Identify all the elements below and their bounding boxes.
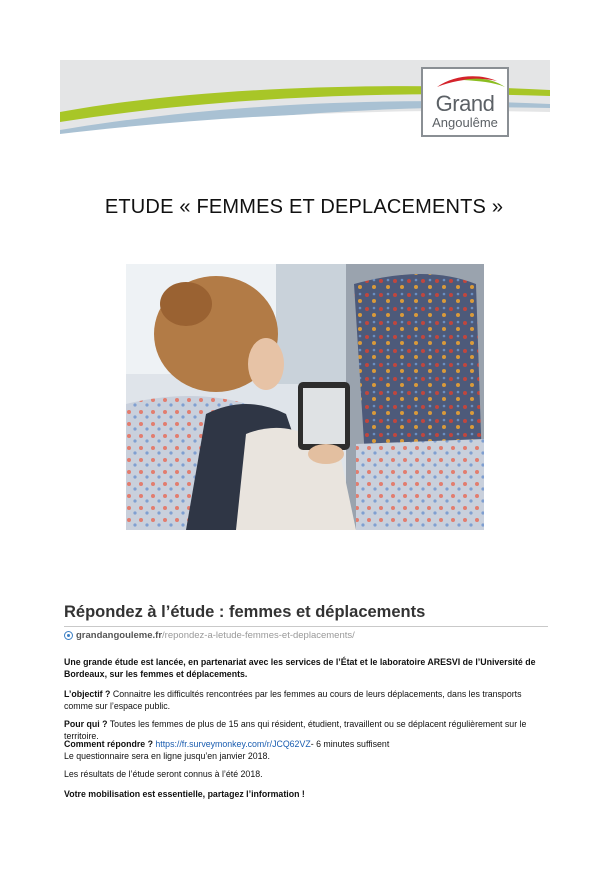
logo-swoosh-icon [423,71,511,93]
woman-tablet-bus-photo [126,264,484,530]
closing-paragraph [64,788,548,800]
how-label: Comment répondre ? [64,739,153,749]
article-heading: Répondez à l’étude : femmes et déplacements [64,603,426,621]
audience-label: Pour qui ? [64,719,108,729]
intro-text: Une grande étude est lancée, en partenariat avec les services de l’État et le laboratoire ARESVI de l’Université de Bordeaux, sur les femmes et déplacements. [64,657,536,679]
closing-text: Votre mobilisation est essentielle, partagez l’information ! [64,789,305,799]
objective-text: Connaitre les difficultés rencontrées par les femmes au cours de leurs déplacements, dans les transports comme sur l’espace public. [64,689,522,711]
results-paragraph [64,768,548,780]
objective-paragraph [64,688,548,712]
source-url[interactable] [64,630,355,641]
audience-text: Toutes les femmes de plus de 15 ans qui résident, étudient, travaillent ou se déplacent régulièrement sur le territoire. [64,719,527,741]
survey-link[interactable]: https://fr.surveymonkey.com/r/JCQ62VZ [152,739,311,749]
how-suffix: - 6 minutes suffisent [310,739,390,749]
document-title: ETUDE « FEMMES ET DEPLACEMENTS » [104,196,504,218]
objective-label: L’objectif ? [64,689,111,699]
logo-text-angouleme: Angoulême [432,115,498,130]
logo-text-grand: Grand [435,91,495,116]
online-until-text: Le questionnaire sera en ligne jusqu’en janvier 2018. [64,751,270,761]
how-to-answer-paragraph [64,738,548,762]
site-favicon-icon [64,631,73,640]
grand-angouleme-logo [421,67,509,137]
source-path: /repondez-a-letude-femmes-et-deplacements/ [162,630,355,641]
intro-paragraph [64,656,548,680]
heading-divider [64,626,548,627]
source-domain: grandangouleme.fr [76,630,163,641]
results-text: Les résultats de l’étude seront connus à l’été 2018. [64,769,263,779]
